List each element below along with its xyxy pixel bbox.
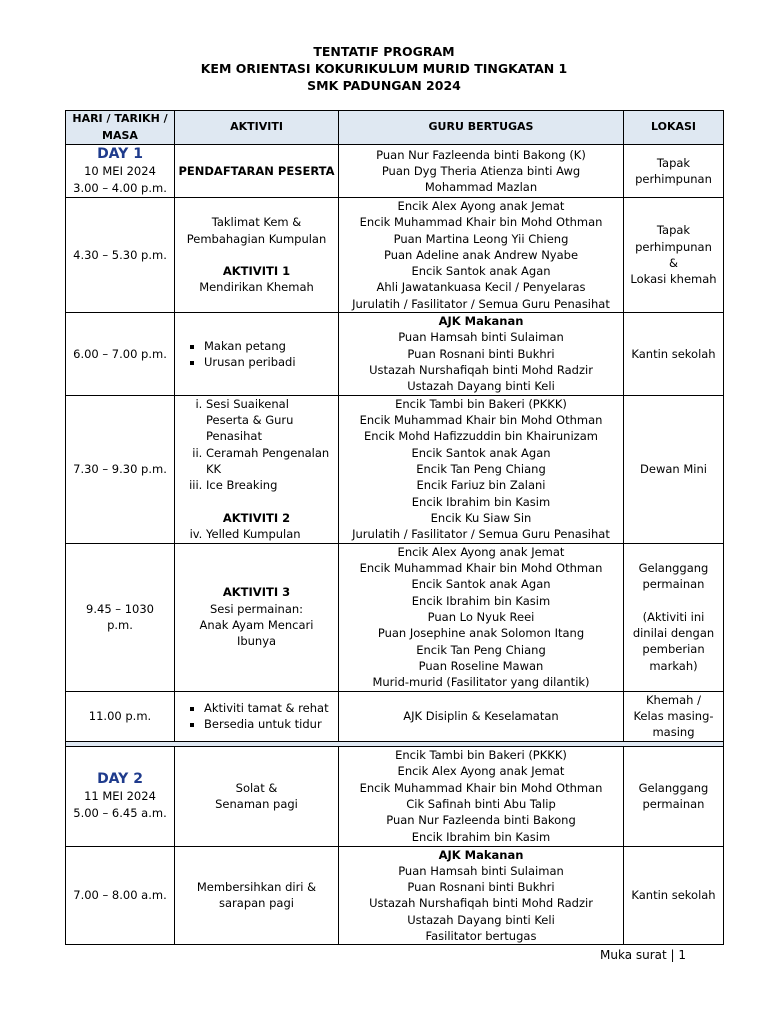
teacher-line: Puan Nur Fazleenda binti Bakong bbox=[386, 813, 576, 828]
teacher-line: Murid-murid (Fasilitator yang dilantik) bbox=[372, 675, 590, 690]
time-cell bbox=[66, 145, 175, 198]
activity-cell bbox=[175, 691, 339, 741]
location-line: dinilai dengan bbox=[632, 626, 715, 641]
activity-heading: AKTIVITI 1 bbox=[222, 264, 291, 279]
activity-line: Mendirikan Khemah bbox=[199, 280, 314, 295]
teacher-line: Encik Santok anak Agan bbox=[411, 264, 551, 279]
teacher-line: Encik Alex Ayong anak Jemat bbox=[397, 544, 565, 559]
location-cell: Kantin sekolah bbox=[624, 846, 724, 945]
header-activity: AKTIVITI bbox=[175, 111, 339, 145]
activity-heading: AKTIVITI 3 bbox=[222, 585, 291, 600]
list-item: iii. Ice Breaking bbox=[206, 477, 335, 493]
teachers-cell bbox=[339, 543, 624, 691]
location-line: & bbox=[669, 256, 678, 271]
day-label: DAY 1 bbox=[97, 146, 143, 163]
header-text: HARI / TARIKH / bbox=[72, 112, 168, 126]
activity-cell: PENDAFTARAN PESERTA bbox=[175, 145, 339, 198]
teacher-line: Puan Josephine anak Solomon Itang bbox=[377, 626, 585, 641]
teacher-line: Fasilitator bertugas bbox=[425, 929, 537, 944]
teachers-cell bbox=[339, 198, 624, 313]
activity-cell bbox=[175, 313, 339, 395]
teacher-line: Ustazah Dayang binti Keli bbox=[407, 912, 555, 927]
list-item: ▪ Makan petang bbox=[204, 338, 335, 354]
teacher-line: Puan Nur Fazleenda binti Bakong (K) bbox=[376, 147, 586, 162]
activity-cell bbox=[175, 198, 339, 313]
teacher-line: Puan Adeline anak Andrew Nyabe bbox=[383, 247, 579, 262]
activity-line: Pembahagian Kumpulan bbox=[186, 231, 327, 246]
spacer bbox=[178, 494, 335, 510]
location-cell bbox=[624, 198, 724, 313]
list-item: i. Sesi Suaikenal Peserta & Guru Penasihat bbox=[206, 396, 335, 445]
location-line: Kelas masing- bbox=[633, 708, 714, 723]
activity-line: Anak Ayam Mencari bbox=[199, 618, 314, 633]
teacher-line: Encik Alex Ayong anak Jemat bbox=[397, 764, 565, 779]
activity-numbered-list bbox=[178, 396, 335, 494]
teacher-line: Puan Roseline Mawan bbox=[418, 658, 544, 673]
teacher-line: Ustazah Nurshafiqah binti Mohd Radzir bbox=[369, 362, 593, 377]
activity-heading: AKTIVITI 2 bbox=[222, 510, 291, 525]
teacher-line: Puan Hamsah binti Sulaiman bbox=[398, 863, 564, 878]
title-line-3: SMK PADUNGAN 2024 bbox=[307, 78, 461, 93]
time-cell: 7.00 – 8.00 a.m. bbox=[66, 846, 175, 945]
activity-line: Solat & bbox=[235, 780, 278, 795]
location-line: Gelanggang bbox=[638, 780, 709, 795]
page-number-footer: Muka surat | 1 bbox=[600, 948, 687, 962]
location-line: pemberian bbox=[642, 642, 705, 657]
location-line: Khemah / bbox=[646, 692, 701, 707]
activity-line: Senaman pagi bbox=[215, 797, 298, 812]
teacher-line: Encik Ibrahim bin Kasim bbox=[411, 494, 551, 509]
location-cell bbox=[624, 145, 724, 198]
teacher-line: Puan Rosnani binti Bukhri bbox=[407, 346, 555, 361]
location-line: permainan bbox=[642, 577, 705, 592]
date-text: 11 MEI 2024 bbox=[84, 789, 156, 804]
table-row bbox=[66, 395, 724, 543]
activity-bullet-list bbox=[178, 700, 335, 733]
teachers-heading: AJK Makanan bbox=[438, 314, 524, 329]
teacher-line: Encik Muhammad Khair bin Mohd Othman bbox=[359, 413, 603, 428]
teacher-line: Encik Fariuz bin Zalani bbox=[416, 478, 546, 493]
location-line: Tapak bbox=[656, 155, 691, 170]
header-row bbox=[66, 111, 724, 145]
teacher-line: Encik Ibrahim bin Kasim bbox=[411, 593, 551, 608]
location-line: Lokasi khemah bbox=[630, 272, 717, 287]
teacher-line: Encik Tan Peng Chiang bbox=[416, 461, 546, 476]
teacher-line: Encik Tambi bin Bakeri (PKKK) bbox=[395, 396, 567, 411]
location-line: perhimpunan bbox=[635, 239, 712, 254]
activity-cell bbox=[175, 746, 339, 846]
date-text: 10 MEI 2024 bbox=[84, 164, 156, 179]
teacher-line: Encik Mohd Hafizzuddin bin Khairunizam bbox=[364, 429, 598, 444]
teachers-cell bbox=[339, 746, 624, 846]
table-row bbox=[66, 543, 724, 691]
location-cell bbox=[624, 746, 724, 846]
header-text: MASA bbox=[102, 128, 138, 142]
teacher-line: Encik Muhammad Khair bin Mohd Othman bbox=[359, 215, 603, 230]
list-item: iv. Yelled Kumpulan bbox=[206, 526, 335, 542]
location-cell: Kantin sekolah bbox=[624, 313, 724, 395]
activity-line: Membersihkan diri & bbox=[196, 880, 317, 895]
title-line-2: KEM ORIENTASI KOKURIKULUM MURID TINGKATAN 1 bbox=[200, 61, 568, 76]
time-text: 3.00 – 4.00 p.m. bbox=[73, 180, 167, 195]
teacher-line: Puan Hamsah binti Sulaiman bbox=[398, 330, 564, 345]
teacher-line: Ahli Jawatankuasa Kecil / Penyelaras bbox=[376, 280, 586, 295]
teacher-line: Ustazah Nurshafiqah binti Mohd Radzir bbox=[369, 896, 593, 911]
teacher-line: Ustazah Dayang binti Keli bbox=[407, 379, 555, 394]
location-line: permainan bbox=[642, 797, 705, 812]
list-item: ▪ Urusan peribadi bbox=[204, 354, 335, 370]
activity-line: Sesi permainan: bbox=[209, 601, 304, 616]
teacher-line: Puan Lo Nyuk Reei bbox=[427, 609, 535, 624]
teachers-cell: AJK Disiplin & Keselamatan bbox=[339, 691, 624, 741]
activity-cell bbox=[175, 846, 339, 945]
location-cell: Dewan Mini bbox=[624, 395, 724, 543]
time-cell bbox=[66, 543, 175, 691]
table-row bbox=[66, 198, 724, 313]
activity-cell bbox=[175, 543, 339, 691]
activity-bullet-list bbox=[178, 338, 335, 371]
day-label: DAY 2 bbox=[97, 771, 143, 788]
table-row bbox=[66, 691, 724, 741]
teacher-line: Encik Muhammad Khair bin Mohd Othman bbox=[359, 561, 603, 576]
spacer bbox=[627, 593, 720, 609]
teachers-heading: AJK Makanan bbox=[438, 847, 524, 862]
teacher-line: Encik Santok anak Agan bbox=[411, 445, 551, 460]
teacher-line: Mohammad Mazlan bbox=[424, 180, 538, 195]
teacher-line: Jurulatih / Fasilitator / Semua Guru Penasihat bbox=[352, 527, 610, 542]
time-line: 9.45 – 1030 bbox=[86, 601, 154, 616]
teacher-line: Encik Tan Peng Chiang bbox=[416, 642, 546, 657]
teacher-line: Puan Rosnani binti Bukhri bbox=[407, 880, 555, 895]
teachers-cell bbox=[339, 395, 624, 543]
location-line: markah) bbox=[649, 658, 698, 673]
list-item: ▪ Bersedia untuk tidur bbox=[204, 716, 335, 732]
header-day-date-time bbox=[66, 111, 175, 145]
location-cell bbox=[624, 691, 724, 741]
header-location: LOKASI bbox=[624, 111, 724, 145]
teacher-line: Cik Safinah binti Abu Talip bbox=[406, 797, 556, 812]
location-line: perhimpunan bbox=[635, 172, 712, 186]
teacher-line: Puan Dyg Theria Atienza binti Awg bbox=[381, 163, 581, 178]
table-row bbox=[66, 846, 724, 945]
time-cell: 7.30 – 9.30 p.m. bbox=[66, 395, 175, 543]
schedule-table bbox=[65, 110, 724, 945]
time-cell bbox=[66, 746, 175, 846]
table-row bbox=[66, 145, 724, 198]
teacher-line: Encik Santok anak Agan bbox=[411, 577, 551, 592]
teacher-line: Jurulatih / Fasilitator / Semua Guru Penasihat bbox=[352, 296, 610, 311]
time-cell: 6.00 – 7.00 p.m. bbox=[66, 313, 175, 395]
teachers-cell bbox=[339, 145, 624, 198]
table-row bbox=[66, 746, 724, 846]
teachers-cell bbox=[339, 846, 624, 945]
time-cell: 4.30 – 5.30 p.m. bbox=[66, 198, 175, 313]
location-line: masing bbox=[652, 725, 695, 740]
location-line: Tapak bbox=[656, 223, 691, 238]
teacher-line: Encik Alex Ayong anak Jemat bbox=[397, 199, 565, 213]
title-line-1: TENTATIF PROGRAM bbox=[313, 44, 455, 59]
header-teachers: GURU BERTUGAS bbox=[339, 111, 624, 145]
location-line: (Aktiviti ini bbox=[642, 609, 705, 624]
list-item: ▪ Aktiviti tamat & rehat bbox=[204, 700, 335, 716]
spacer bbox=[178, 247, 335, 263]
activity-line: Taklimat Kem & bbox=[211, 215, 302, 230]
list-item: ii. Ceramah Pengenalan KK bbox=[206, 445, 335, 478]
time-cell: 11.00 p.m. bbox=[66, 691, 175, 741]
teacher-line: Encik Muhammad Khair bin Mohd Othman bbox=[359, 780, 603, 795]
teachers-cell bbox=[339, 313, 624, 395]
activity-cell bbox=[175, 395, 339, 543]
teacher-line: Encik Ibrahim bin Kasim bbox=[411, 829, 551, 844]
teacher-line: Encik Ku Siaw Sin bbox=[430, 510, 532, 525]
activity-line: sarapan pagi bbox=[219, 896, 294, 911]
table-row bbox=[66, 313, 724, 395]
teacher-line: Encik Tambi bin Bakeri (PKKK) bbox=[395, 748, 567, 763]
teacher-line: Puan Martina Leong Yii Chieng bbox=[393, 231, 569, 246]
location-line: Gelanggang bbox=[638, 561, 709, 576]
activity-line: Ibunya bbox=[236, 634, 277, 649]
location-cell bbox=[624, 543, 724, 691]
time-line: p.m. bbox=[107, 618, 133, 633]
time-text: 5.00 – 6.45 a.m. bbox=[73, 805, 167, 820]
activity-numbered-list bbox=[178, 526, 335, 542]
document-title bbox=[0, 43, 768, 94]
